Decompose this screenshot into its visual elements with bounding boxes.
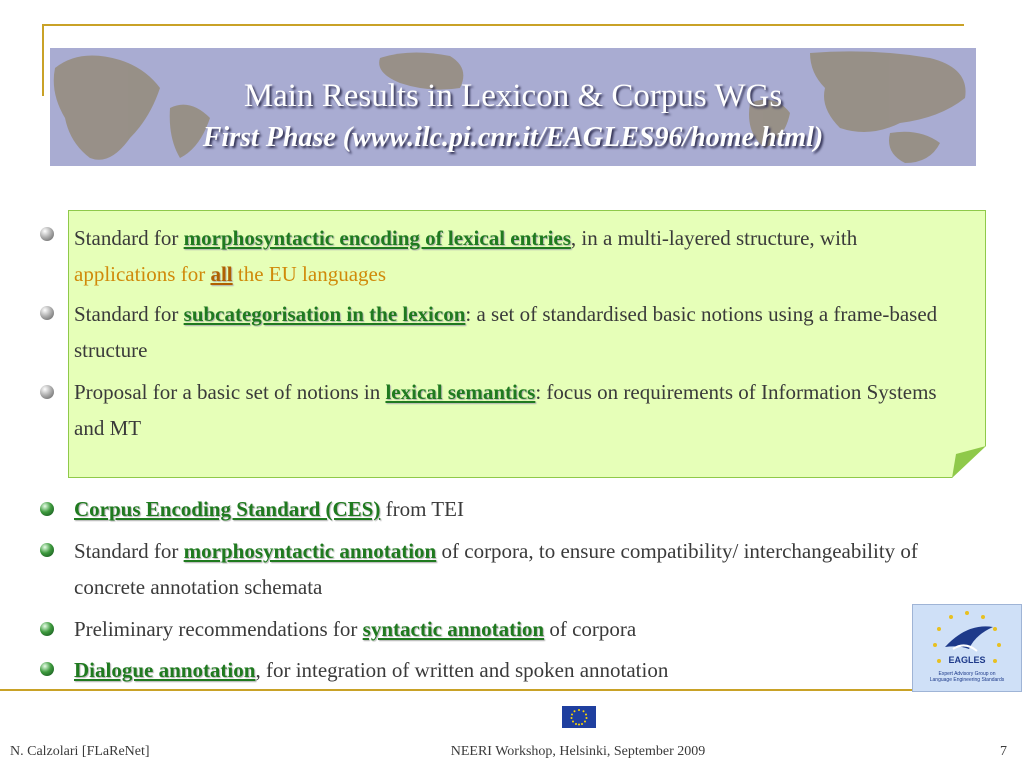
corpus-item: [74, 652, 954, 688]
caption-line: Expert Advisory Group on: [938, 671, 996, 677]
item-text: : a set of standardised basic notions using a frame-based structure: [74, 302, 938, 362]
item-text: of corpora: [544, 617, 637, 641]
item-text: Standard for: [74, 226, 184, 250]
eagles-logo-caption: [913, 671, 1021, 683]
folded-corner-icon: [952, 446, 986, 478]
eagles-logo-name: EAGLES: [948, 655, 986, 665]
keyword: Corpus Encoding Standard (CES): [74, 497, 381, 521]
corpus-item: [74, 611, 954, 647]
left-divider: [42, 24, 44, 96]
item-text: Proposal for a basic set of notions in: [74, 380, 386, 404]
bullet-green-icon: [40, 543, 54, 557]
footer-event: NEERI Workshop, Helsinki, September 2009: [450, 744, 706, 759]
item-text: applications for: [74, 262, 211, 286]
eu-flag-icon: [562, 706, 596, 728]
bullet-gray-icon: [40, 385, 54, 399]
item-text: : focus on requirements of Information Systems and MT: [74, 380, 937, 440]
eagles-logo-icon: [912, 604, 1022, 692]
bullet-gray-icon: [40, 306, 54, 320]
keyword: syntactic annotation: [362, 617, 545, 641]
footer-page-number: 7: [1000, 744, 1007, 759]
keyword: subcategorisation in the lexicon: [183, 302, 466, 326]
corpus-item: [74, 533, 934, 605]
bullet-green-icon: [40, 622, 54, 636]
top-divider: [42, 24, 964, 26]
item-text: Standard for: [74, 539, 184, 563]
title-main: Main Results in Lexicon & Corpus WGs: [243, 78, 783, 114]
item-text: , for integration of written and spoken annotation: [255, 658, 669, 682]
item-text: from TEI: [380, 497, 464, 521]
title-banner: [50, 48, 976, 166]
item-text: the EU languages: [232, 262, 387, 286]
keyword: all: [210, 262, 233, 286]
keyword: morphosyntactic annotation: [183, 539, 437, 563]
item-text: Standard for: [74, 302, 184, 326]
bullet-gray-icon: [40, 227, 54, 241]
item-text: Preliminary recommendations for: [74, 617, 363, 641]
item-text: of corpora, to ensure compatibility/ interchangeability of concrete annotation schemata: [74, 539, 918, 599]
lexicon-item: [74, 374, 954, 446]
bullet-green-icon: [40, 662, 54, 676]
keyword: Dialogue annotation: [74, 658, 256, 682]
bottom-divider: [0, 689, 912, 691]
bullet-green-icon: [40, 502, 54, 516]
footer-author: N. Calzolari [FLaReNet]: [10, 744, 150, 759]
lexicon-item: [74, 220, 954, 292]
corpus-item: [74, 491, 954, 527]
keyword: morphosyntactic encoding of lexical entries: [183, 226, 571, 250]
caption-line: Language Engineering Standards: [929, 677, 1005, 683]
keyword: lexical semantics: [385, 380, 536, 404]
item-text: , in a multi-layered structure, with: [570, 226, 858, 250]
title-subtitle: First Phase (www.ilc.pi.cnr.it/EAGLES96/home.html): [202, 122, 824, 153]
eu-stars-icon: [562, 706, 596, 728]
lexicon-item: [74, 296, 954, 368]
